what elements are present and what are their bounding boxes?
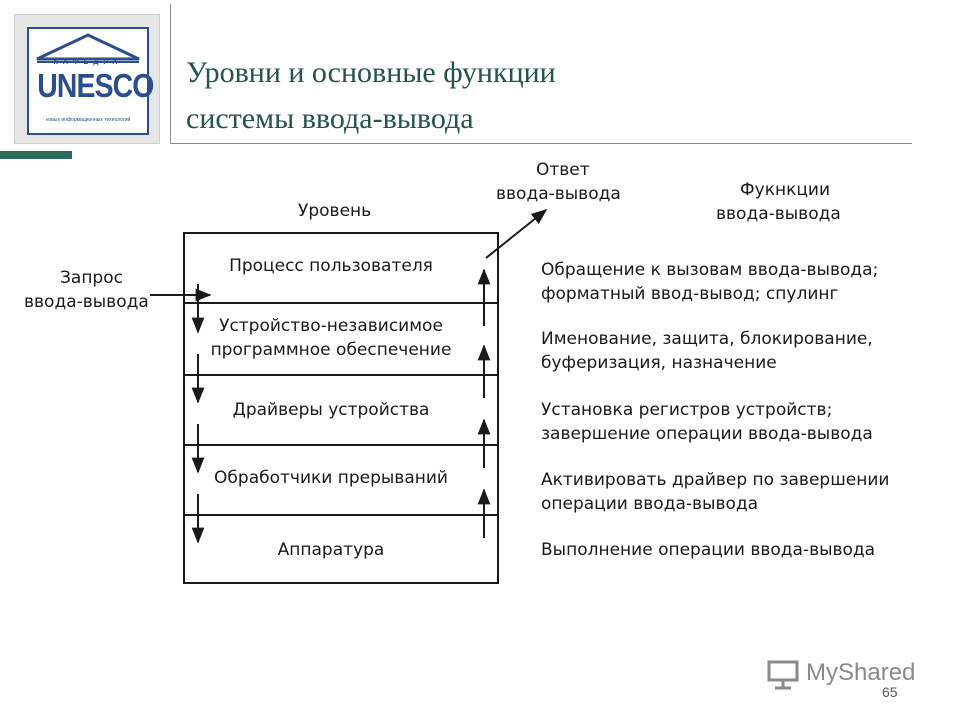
function-desc-line: операции ввода-вывода	[541, 494, 759, 514]
page-number: 65	[882, 684, 898, 700]
functions-header-line1: Фукнкции	[740, 180, 831, 200]
response-label-line1: Ответ	[536, 160, 590, 180]
logo-department: КАФЕДРА	[53, 59, 123, 66]
logo-subtitle: новых информационных технологий	[45, 117, 131, 123]
level-header: Уровень	[298, 201, 372, 221]
response-label-line2: ввода-вывода	[496, 184, 621, 204]
function-desc-line: Обращение к вызовам ввода-вывода;	[541, 260, 879, 280]
level-label-line: программное обеспечение	[210, 340, 452, 360]
function-desc-line: Активировать драйвер по завершении	[541, 470, 890, 490]
slide-title-line2: системы ввода-вывода	[186, 102, 474, 135]
function-desc-device-independent	[541, 327, 873, 375]
logo-name: UNESCO	[37, 67, 154, 104]
function-desc-device-drivers	[541, 398, 873, 446]
presentation-icon	[766, 658, 802, 690]
request-label-line2: ввода-вывода	[24, 292, 149, 312]
function-desc-line: буферизация, назначение	[541, 353, 777, 373]
request-label-line1: Запрос	[60, 268, 123, 288]
function-desc-line: форматный ввод-вывод; спулинг	[541, 284, 839, 304]
function-desc-user-process	[541, 258, 878, 306]
level-label-line: Аппаратура	[277, 540, 385, 560]
function-desc-line: Выполнение операции ввода-вывода	[541, 540, 876, 560]
function-desc-interrupt-handlers	[541, 468, 889, 516]
watermark-text: MyShared	[806, 659, 916, 686]
function-desc-hardware	[541, 538, 875, 562]
level-label-line: Устройство-независимое	[219, 316, 443, 336]
level-label-line: Обработчики прерываний	[214, 468, 448, 488]
functions-header-line2: ввода-вывода	[716, 204, 841, 224]
level-label-line: Драйверы устройства	[232, 400, 430, 420]
function-desc-line: завершение операции ввода-вывода	[541, 424, 873, 444]
response-arrow	[486, 210, 546, 258]
function-desc-line: Установка регистров устройств;	[541, 400, 833, 420]
level-label-line: Процесс пользователя	[229, 256, 433, 276]
slide-title-line1: Уровни и основные функции	[186, 56, 556, 89]
function-desc-line: Именование, защита, блокирование,	[541, 329, 873, 349]
